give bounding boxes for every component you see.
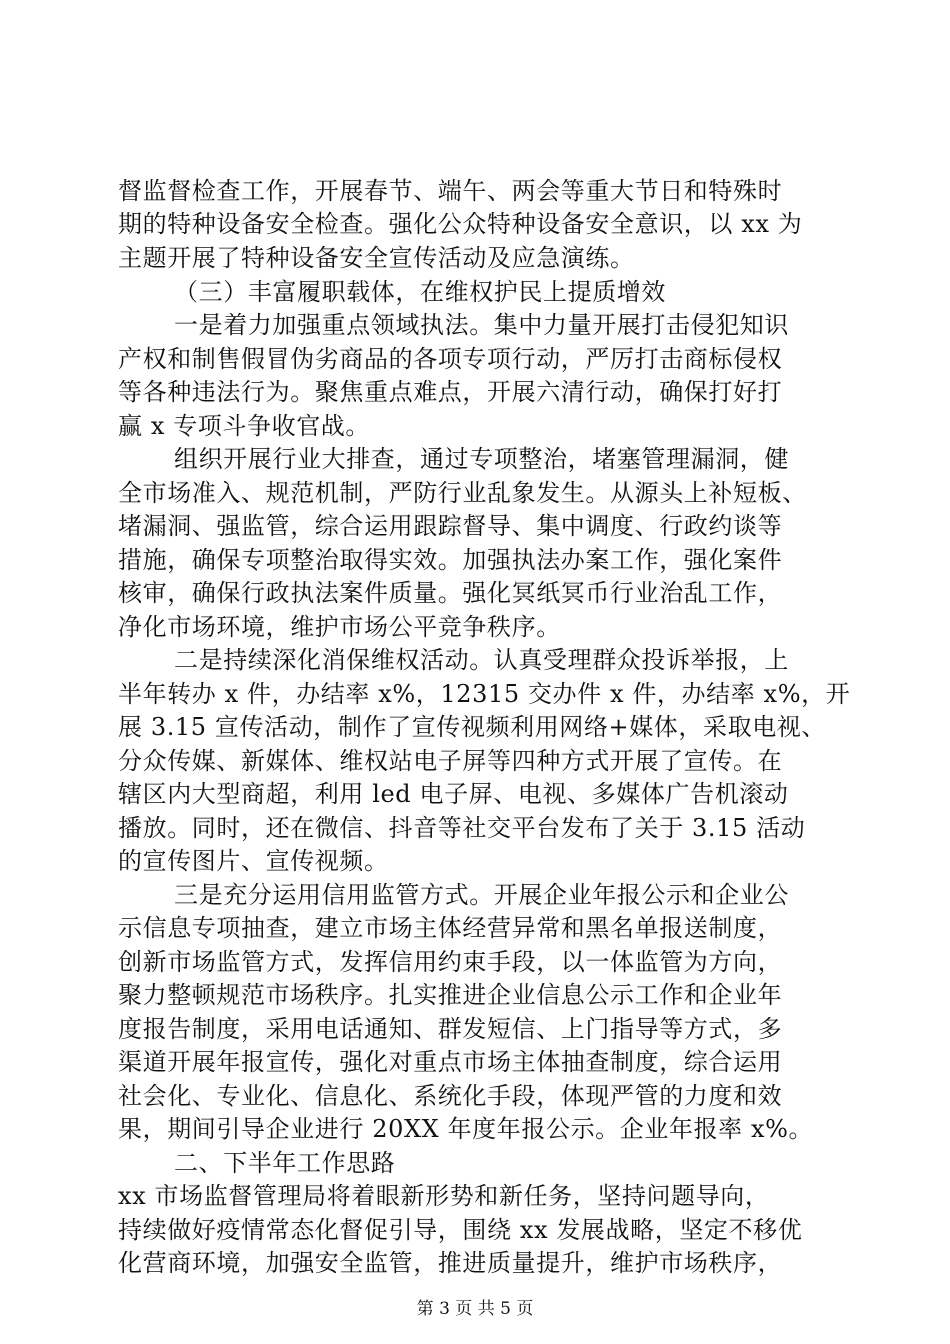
paragraph-first-line: 三是充分运用信用监管方式。开展企业年报公示和企业公	[174, 881, 789, 909]
body-text-line: 堵漏洞、强监管，综合运用跟踪督导、集中调度、行政约谈等	[118, 512, 783, 540]
section-heading: 二、下半年工作思路	[174, 1149, 396, 1177]
body-text-line: 化营商环境，加强安全监管，推进质量提升，维护市场秩序，	[118, 1249, 783, 1277]
body-text-line: 度报告制度，采用电话通知、群发短信、上门指导等方式，多	[118, 1015, 783, 1043]
body-text-line: 期的特种设备安全检查。强化公众特种设备安全意识，以 xx 为	[118, 210, 803, 238]
body-text-line: 赢 x 专项斗争收官战。	[118, 412, 370, 440]
body-text-line: 措施，确保专项整治取得实效。加强执法办案工作，强化案件	[118, 546, 783, 574]
body-text-line: 的宣传图片、宣传视频。	[118, 847, 389, 875]
body-text-line: 分众传媒、新媒体、维权站电子屏等四种方式开展了宣传。在	[118, 747, 783, 775]
body-text-line: 督监督检查工作，开展春节、端午、两会等重大节日和特殊时	[118, 177, 783, 205]
body-text-line: 持续做好疫情常态化督促引导，围绕 xx 发展战略，坚定不移优	[118, 1216, 803, 1244]
section-heading: （三）丰富履职载体，在维权护民上提质增效	[174, 278, 666, 306]
body-text-line: 等各种违法行为。聚焦重点难点，开展六清行动，确保打好打	[118, 378, 783, 406]
paragraph-first-line: 组织开展行业大排查，通过专项整治，堵塞管理漏洞，健	[174, 445, 789, 473]
body-text-line: 展 3.15 宣传活动，制作了宣传视频利用网络+媒体，采取电视、	[118, 713, 827, 741]
body-text-line: 净化市场环境，维护市场公平竞争秩序。	[118, 613, 561, 641]
body-text-line: 创新市场监管方式，发挥信用约束手段，以一体监管为方向，	[118, 948, 783, 976]
body-text-line: 示信息专项抽查，建立市场主体经营异常和黑名单报送制度，	[118, 914, 783, 942]
body-text-line: 半年转办 x 件，办结率 x%，12315 交办件 x 件，办结率 x%，开	[118, 680, 851, 708]
body-text-line: 渠道开展年报宣传，强化对重点市场主体抽查制度，综合运用	[118, 1048, 783, 1076]
paragraph-first-line: 二是持续深化消保维权活动。认真受理群众投诉举报，上	[174, 646, 789, 674]
paragraph-first-line: 一是着力加强重点领域执法。集中力量开展打击侵犯知识	[174, 311, 789, 339]
body-text-line: 果，期间引导企业进行 20XX 年度年报公示。企业年报率 x%。	[118, 1115, 814, 1143]
body-text-line: 核审，确保行政执法案件质量。强化冥纸冥币行业治乱工作，	[118, 579, 783, 607]
body-text-line: 播放。同时，还在微信、抖音等社交平台发布了关于 3.15 活动	[118, 814, 806, 842]
body-text-line: 社会化、专业化、信息化、系统化手段，体现严管的力度和效	[118, 1082, 783, 1110]
paragraph-first-line: xx 市场监督管理局将着眼新形势和新任务，坚持问题导向，	[118, 1182, 770, 1210]
body-text-line: 产权和制售假冒伪劣商品的各项专项行动，严厉打击商标侵权	[118, 345, 783, 373]
body-text-line: 主题开展了特种设备安全宣传活动及应急演练。	[118, 244, 635, 272]
body-text-line: 聚力整顿规范市场秩序。扎实推进企业信息公示工作和企业年	[118, 981, 783, 1009]
page-number-footer: 第 3 页 共 5 页	[416, 1299, 534, 1319]
body-text-line: 全市场准入、规范机制，严防行业乱象发生。从源头上补短板、	[118, 479, 807, 507]
body-text-line: 辖区内大型商超，利用 led 电子屏、电视、多媒体广告机滚动	[118, 780, 789, 808]
